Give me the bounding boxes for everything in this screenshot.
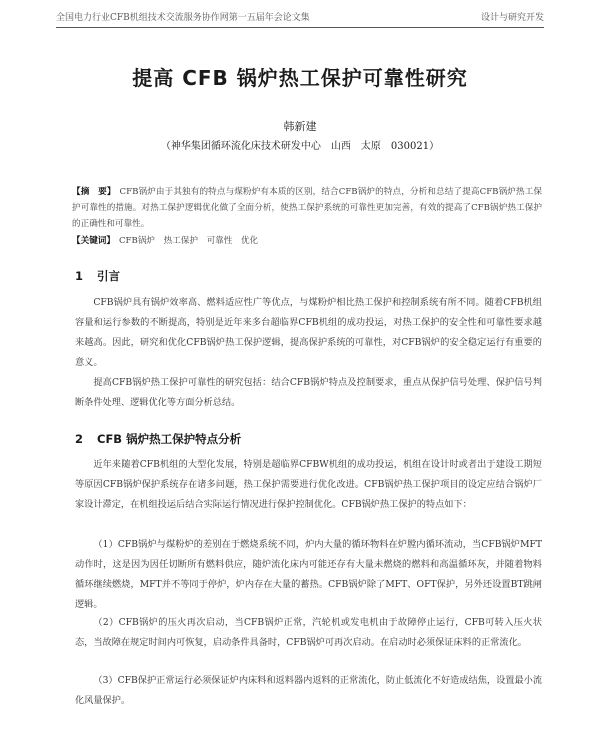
abstract: [72, 184, 542, 232]
section-title: CFB 锅炉热工保护特点分析: [97, 432, 242, 446]
section-title: 引言: [97, 269, 121, 283]
section-number: 1: [75, 269, 84, 283]
paragraph: CFB锅炉具有锅炉效率高、燃料适应性广等优点，与煤粉炉相比热工保护和控制系统有所不同。随着CFB机组容量和运行参数的不断提高，特别是近年来多台超临界CFB机组的成功投运，对热工保护的安全性和可靠性要求越来越高。因此，研究和优化CFB锅炉热工保护逻辑，提高保护系统的可靠性，对CFB锅炉的安全稳定运行有重要的意义。: [75, 297, 542, 368]
paragraph: （3）CFB保护正常运行必须保证炉内床料和返料器内返料的正常流化，防止低流化不好造成结焦，设置最小流化风量保护。: [75, 675, 543, 706]
keywords-text: CFB锅炉 热工保护 可靠性 优化: [118, 236, 259, 246]
paragraph: 近年来随着CFB机组的大型化发展，特别是超临界CFBW机组的成功投运，机组在设计时或者出于建设工期短等原因CFB锅炉保护系统存在诸多问题，热工保护需要进行优化改进。CFB锅炉热工保护项目的设定应结合锅炉厂家设计滞定，在机组投运后结合实际运行情况进行保护控制优化。CFB锅炉热工保护的特点如下：: [75, 459, 542, 510]
abstract-text: CFB锅炉由于其独有的特点与煤粉炉有本质的区别，结合CFB锅炉的特点，分析和总结了提高CFB锅炉热工保护可靠性的措施。对热工保护逻辑优化做了全面分析，使热工保护系统的可靠性更加完善，有效的提高了CFB锅炉热工保护的正确性和可靠性。: [72, 187, 542, 229]
paragraph: （1）CFB锅炉与煤粉炉的差别在于燃烧系统不同，炉内大量的循环物料在炉膛内循环流动，当CFB锅炉MFT动作时，这是因为因任切断所有燃料供应，随炉流化床内可能还存有大量未燃烧的燃料和高温循环灰，并随着物料循环继续燃烧，MFT并不等同于停炉，炉内存在大量的蓄热。CFB锅炉除了MFT、OFT保护，另外还设置BT跳闸逻辑。: [75, 539, 542, 610]
running-header: [56, 10, 544, 28]
keywords-label: 【关键词】: [72, 236, 115, 246]
running-header-left: 全国电力行业CFB机组技术交流服务协作网第一五届年会论文集: [56, 13, 310, 23]
paragraph: 提高CFB锅炉热工保护可靠性的研究包括：结合CFB锅炉特点及控制要求，重点从保护信号处理、保护信号判断条件处理、逻辑优化等方面分析总结。: [75, 377, 542, 408]
affiliation: （神华集团循环流化床技术研发中心 山西 太原 030021）: [160, 141, 440, 152]
author: 韩新建: [283, 120, 317, 133]
abstract-label: 【摘 要】: [72, 187, 116, 197]
section-heading: [75, 431, 241, 447]
section-heading: [75, 268, 120, 284]
paragraph: （2）CFB锅炉的压火再次启动，当CFB锅炉正常，汽轮机或发电机由于故障停止运行，CFB可转入压火状态，当故障在规定时间内可恢复，启动条件具备时，CFB锅炉可再次启动。在启动时必须保证床料的正常流化。: [75, 617, 542, 648]
paper-title: 提高 CFB 锅炉热工保护可靠性研究: [132, 66, 468, 90]
keywords: [72, 234, 542, 246]
section-number: 2: [75, 432, 84, 446]
running-header-right: 设计与研究开发: [480, 13, 544, 23]
